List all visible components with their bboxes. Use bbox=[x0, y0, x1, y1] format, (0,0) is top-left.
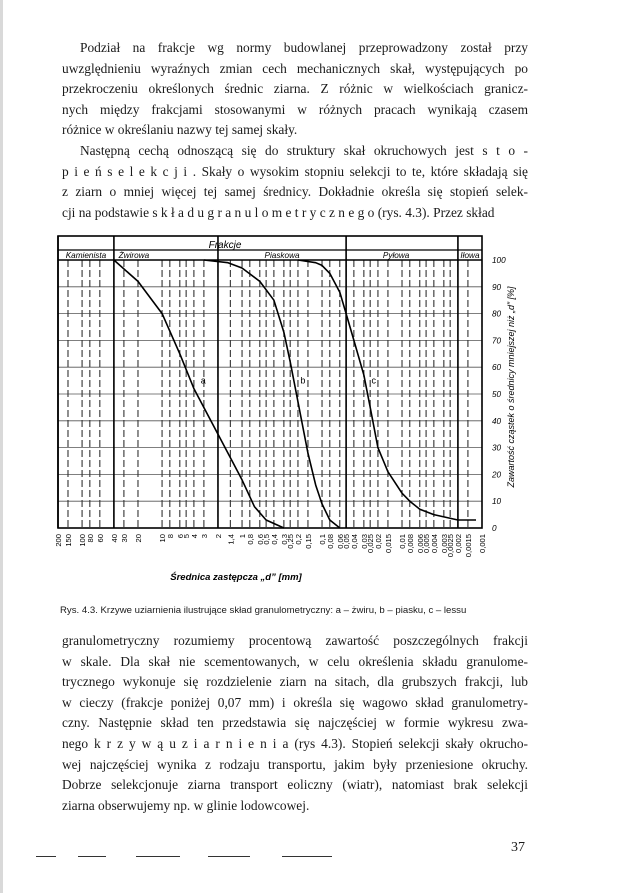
y-tick-label: 100 bbox=[492, 256, 506, 265]
footer-rule bbox=[136, 856, 180, 857]
x-tick-label: 0,8 bbox=[245, 534, 255, 545]
curve-c bbox=[298, 260, 476, 520]
x-tick-label: 0,0025 bbox=[446, 534, 456, 558]
y-tick-labels bbox=[491, 256, 506, 533]
grain-size-distribution-figure bbox=[40, 232, 600, 592]
x-tick-label: 0,025 bbox=[366, 534, 376, 554]
x-tick-labels bbox=[54, 534, 487, 557]
text-line: różnice w określaniu nazwy tej samej skały. bbox=[62, 122, 298, 138]
text-line: granulometryczny rozumiemy procentową zawartość poszczególnych frakcji bbox=[62, 633, 528, 648]
footer-rule bbox=[282, 856, 332, 857]
text-line: nych między frakcjami stosowanymi w różnych pracach wynikają czasem bbox=[62, 101, 528, 117]
y-tick-label: 30 bbox=[492, 443, 502, 453]
x-tick-label: 0,03 bbox=[359, 534, 369, 549]
x-tick-label: 0,005 bbox=[422, 534, 432, 554]
text-line: trycznego wykonuje się rozdzielenie ziarn na sitach, dla grubszych frakcji, lub bbox=[62, 674, 528, 690]
x-tick-label: 0,001 bbox=[478, 534, 487, 554]
x-tick-label: 1 bbox=[238, 534, 247, 539]
x-tick-label: 0,015 bbox=[383, 534, 393, 554]
fraction-name-5: Iłowa bbox=[460, 251, 480, 260]
text-line: wej najczęściej wynika z rodzaju transportu, jakim były przeniesione okruchy. bbox=[62, 756, 528, 772]
fraction-name-3: Piaskowa bbox=[264, 251, 300, 260]
page-binding-edge bbox=[0, 0, 3, 893]
fraction-name-2: Żwirowa bbox=[118, 251, 150, 260]
x-tick-label: 150 bbox=[64, 534, 73, 547]
paragraph-selection-degree bbox=[62, 141, 528, 223]
paragraph-granulometric-composition bbox=[62, 631, 528, 816]
y-tick-label: 60 bbox=[492, 363, 502, 373]
curve-label-c: c bbox=[371, 375, 377, 386]
y-tick-label: 40 bbox=[492, 416, 502, 426]
chart-frame bbox=[58, 236, 482, 528]
footer-rule bbox=[208, 856, 250, 857]
x-tick-label: 20 bbox=[134, 534, 143, 543]
y-tick-label: 20 bbox=[492, 470, 502, 480]
x-tick-label: 80 bbox=[85, 534, 95, 543]
x-tick-label: 0,0015 bbox=[463, 534, 473, 558]
x-tick-label: 0,6 bbox=[255, 534, 265, 545]
chart-grid bbox=[58, 260, 482, 528]
x-tick-label: 6 bbox=[175, 534, 185, 539]
x-tick-label: 0,06 bbox=[335, 534, 345, 549]
x-tick-label: 30 bbox=[119, 534, 129, 543]
y-tick-label: 70 bbox=[492, 336, 502, 346]
fraction-name-4: Pyłowa bbox=[382, 251, 410, 260]
footer-rule bbox=[78, 856, 106, 857]
x-tick-label: 60 bbox=[95, 534, 105, 543]
x-tick-label: 0,4 bbox=[269, 534, 279, 545]
text-line: czny. Następnie skład ten przedstawia się najczęściej w formie wykresu zwa- bbox=[62, 715, 528, 731]
text-line: przekroczeniu określonych średnic ziarna. Z różnic w wielkościach granicz- bbox=[62, 81, 528, 97]
x-tick-label: 0,25 bbox=[286, 534, 296, 549]
x-tick-label: 0,08 bbox=[325, 534, 335, 549]
x-tick-label: 10 bbox=[158, 534, 168, 543]
figure-caption: Rys. 4.3. Krzywe uziarnienia ilustrujące skład granulometryczny: a – żwiru, b – piasku, c – lessu bbox=[60, 605, 467, 616]
text-line: p i e ń s e l e k c j i . Skały o wysokim stopniu selekcji to te, które składają się bbox=[62, 163, 528, 179]
x-tick-label: 0,003 bbox=[439, 534, 449, 554]
x-tick-label: 0,01 bbox=[398, 534, 407, 549]
text-line: nego k r z y w ą u z i a r n i e n i a (rys 4.3). Stopień selekcji skały okrucho- bbox=[62, 735, 528, 751]
x-tick-label: 40 bbox=[109, 534, 119, 543]
fraction-name-1: Kamienista bbox=[65, 251, 107, 260]
text-line: Następną cechą odnoszącą się do struktury skał okruchowych jest s t o - bbox=[80, 143, 528, 158]
x-tick-label: 1,4 bbox=[226, 534, 236, 545]
x-tick-label: 0,04 bbox=[349, 534, 359, 549]
text-line: uwzględnieniu wyraźnych zmian cech mechanicznych skał, występujących po bbox=[62, 60, 528, 76]
x-tick-label: 0,2 bbox=[294, 534, 303, 545]
y-tick-label: 90 bbox=[492, 282, 502, 292]
x-tick-label: 2 bbox=[214, 534, 223, 539]
x-tick-label: 0,002 bbox=[453, 534, 463, 554]
x-tick-label: 0,1 bbox=[318, 534, 327, 545]
x-tick-label: 0,006 bbox=[415, 534, 425, 554]
x-tick-label: 100 bbox=[78, 534, 88, 547]
text-line: z ziarn o mniej więcej tej samej średnicy. Dokładnie określa się stopień selek- bbox=[62, 184, 528, 200]
curve-label-b: b bbox=[300, 375, 306, 386]
x-axis-label: Średnica zastępcza „d” [mm] bbox=[170, 572, 302, 583]
y-tick-label: 80 bbox=[492, 309, 502, 319]
text-line: ziarna obserwujemy np. w glinie lodowcowej. bbox=[62, 797, 310, 813]
y-tick-label: 0 bbox=[492, 524, 497, 533]
text-line: cji na podstawie s k ł a d u g r a n u l o m e t r y c z n e g o (rys. 4.3). Przez skład bbox=[62, 204, 495, 220]
text-line: Podział na frakcje wg normy budowlanej przeprowadzony został przy bbox=[80, 40, 528, 55]
y-axis-label: Zawartość cząstek o średnicy mniejszej niż „d” [%] bbox=[506, 286, 516, 488]
x-tick-label: 0,05 bbox=[342, 534, 352, 549]
x-tick-label: 4 bbox=[189, 534, 199, 539]
text-line: w cieczy (frakcje poniżej 0,07 mm) i określa się wagowo skład granulometry- bbox=[62, 694, 528, 710]
x-tick-label: 8 bbox=[165, 534, 175, 539]
curve-label-a: a bbox=[200, 375, 206, 386]
footer-rule bbox=[36, 856, 56, 857]
x-tick-label: 5 bbox=[182, 534, 192, 539]
chart-border bbox=[58, 236, 482, 528]
paragraph-fraction-norm bbox=[62, 38, 528, 141]
x-tick-label: 0,008 bbox=[405, 534, 415, 554]
fraction-header-title: Frakcje bbox=[208, 240, 242, 251]
y-tick-label: 50 bbox=[492, 390, 502, 399]
page-number: 37 bbox=[511, 840, 525, 855]
x-tick-label: 3 bbox=[199, 534, 209, 539]
x-tick-label: 0,02 bbox=[373, 534, 383, 549]
x-tick-label: 0,004 bbox=[429, 534, 439, 554]
text-line: Dobrze selekcjonuje ziarna transport eoliczny (wiatr), natomiast brak selekcji bbox=[62, 777, 528, 793]
x-tick-label: 0,15 bbox=[303, 534, 313, 549]
y-tick-label: 10 bbox=[492, 497, 502, 507]
x-tick-label: 0,5 bbox=[262, 534, 272, 545]
x-tick-label: 0,3 bbox=[279, 534, 289, 545]
x-tick-label: 200 bbox=[54, 534, 63, 547]
text-line: w skale. Dla skał nie scementowanych, w celu określenia składu granulome- bbox=[62, 653, 528, 669]
